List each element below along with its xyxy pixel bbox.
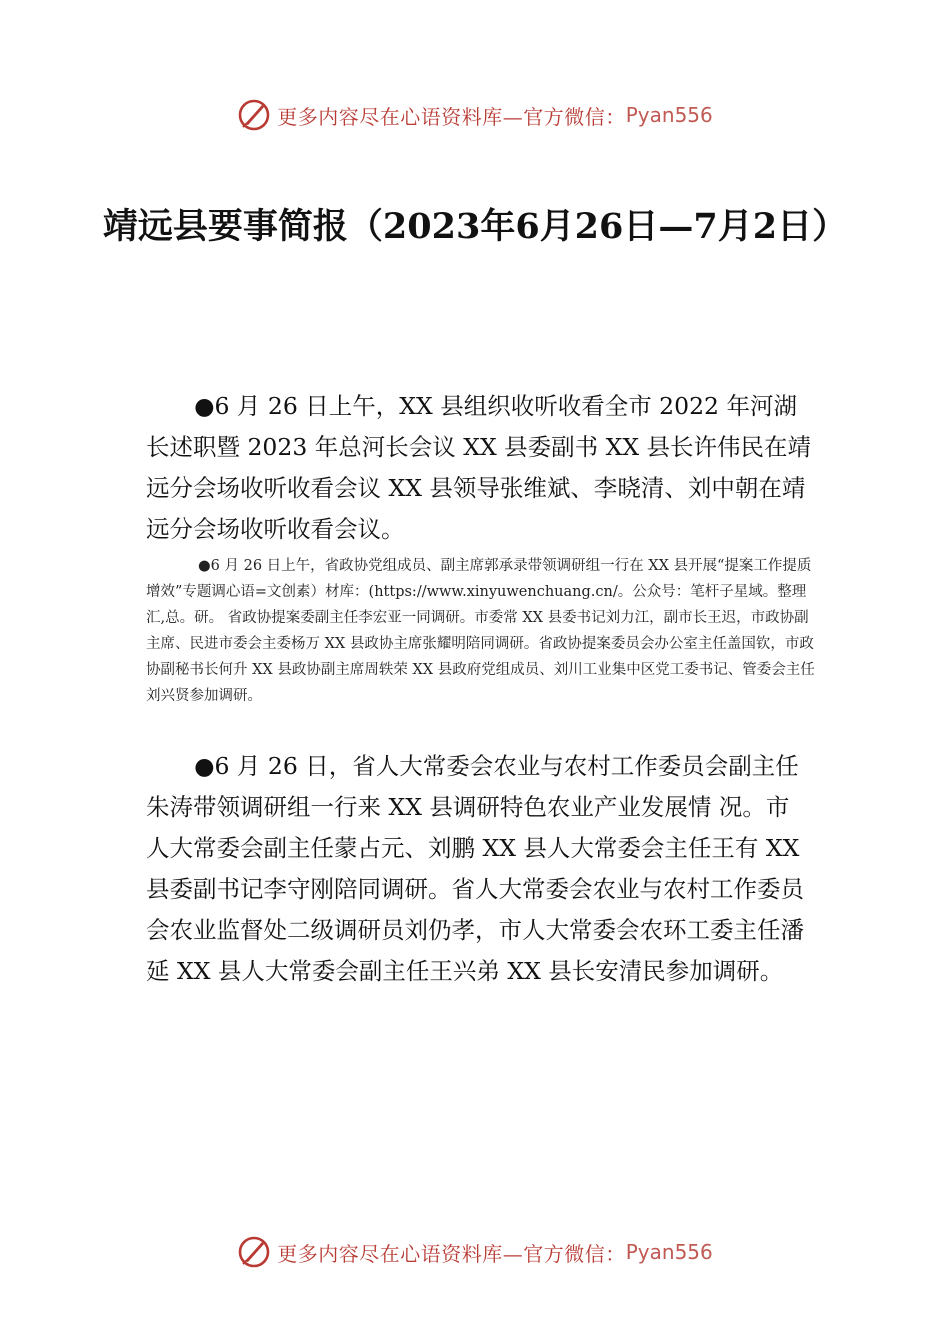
banner-text: 更多内容尽在心语资料库—官方微信：: [277, 104, 626, 129]
document-title: 靖远县要事简报（2023年6月26日—7月2日）: [102, 206, 848, 247]
news-paragraph-2: ●6 月 26 日上午，省政协党组成员、副主席郭承录带领调研组一行在 XX 县开展“提案工作提质增效”专题调心语=文创素）材库：(https://www.xinyuwenchuang.cn/。公众号：笔杆子星域。整理汇,总。研。 省政协提案委副主任李宏亚一同调研。市委常 XX 县委书记刘力江，副市长王迟，市政协副主席、民进市委会主委杨万 XX 县政协主席张耀明陪同调研。省政协提案委员会办公室主任盖国钦，市政协副秘书长何升 XX 县政协副主席周轶荣 XX 县政府党组成员、刘川工业集中区党工委书记、管委会主任刘兴贤参加调研。: [146, 558, 815, 704]
quill-pen-logo-icon: [237, 1235, 271, 1269]
header-banner: [0, 95, 950, 135]
banner-wechat-id: Pyan556: [625, 1240, 713, 1264]
news-paragraph-1: ●6 月 26 日上午，XX 县组织收听收看全市 2022 年河湖长述职暨 2023 年总河长会议 XX 县委副书 XX 县长许伟民在靖远分会场收听收看会议 XX 县领导张维斌、李晓清、刘中朝在靖远分会场收听收看会议。: [146, 392, 812, 543]
footer-banner: [0, 1232, 950, 1272]
banner-wechat-id: Pyan556: [625, 103, 713, 127]
banner-text: 更多内容尽在心语资料库—官方微信：: [277, 1241, 626, 1266]
news-paragraph-3: ●6 月 26 日，省人大常委会农业与农村工作委员会副主任朱涛带领调研组一行来 XX 县调研特色农业产业发展情 况。市人大常委会副主任蒙占元、刘鹏 XX 县人大常委会主任王有 XX 县委副书记李守刚陪同调研。省人大常委会农业与农村工作委员会农业监督处二级调研员刘仍孝，市人大常委会农环工委主任潘延 XX 县人大常委会副主任王兴弟 XX 县长安清民参加调研。: [146, 752, 804, 985]
quill-pen-logo-icon: [237, 98, 271, 132]
